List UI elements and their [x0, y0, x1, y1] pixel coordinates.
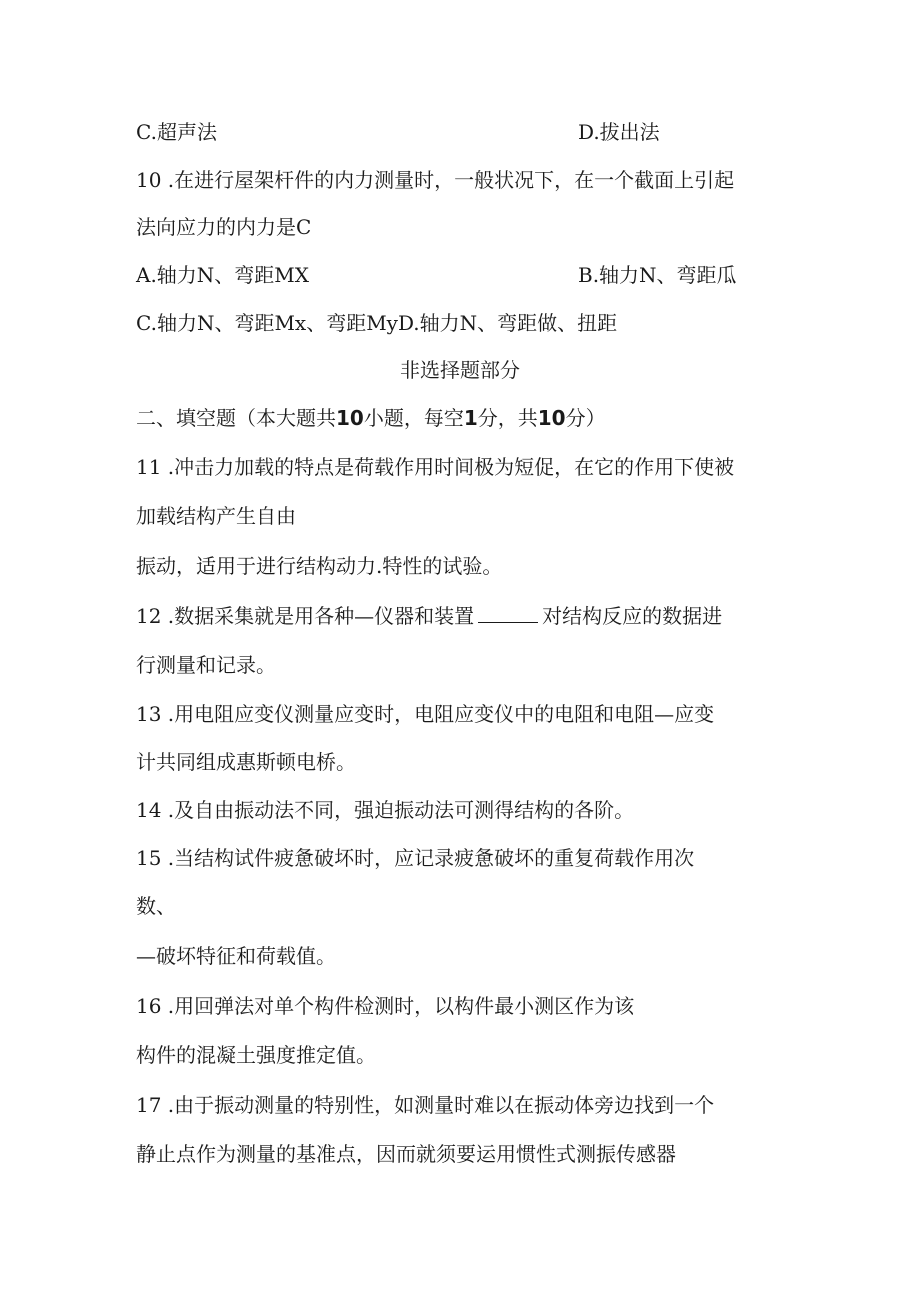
part2-header	[136, 405, 606, 431]
q15-line-1: 15 .当结构试件疲惫破坏时，应记录疲惫破坏的重复荷载作用次	[136, 846, 695, 870]
part2-points-per-blank: 1	[463, 406, 478, 430]
q12-blank	[478, 604, 538, 623]
q17-line-2: 静止点作为测量的基准点，因而就须要运用惯性式测振传感器	[136, 1142, 676, 1166]
q10-line-2: 法向应力的内力是C	[136, 215, 312, 239]
q10-option-a: A.轴力N、弯距MX	[136, 263, 310, 287]
q9-options-row	[136, 119, 660, 145]
q9-option-d: D.拔出法	[578, 120, 660, 144]
part2-header-prefix: 二、填空题（本大题共	[136, 406, 336, 430]
q15-line-2: 数、	[136, 894, 176, 918]
part2-header-mid1: 小题，每空	[363, 406, 464, 430]
q9-option-c: C.超声法	[136, 120, 217, 144]
q13-line-2: 计共同组成惠斯顿电桥。	[136, 750, 356, 774]
q12-line-1-start: 12 .数据采集就是用各种—仪器和装置	[136, 604, 475, 628]
section-title: 非选择题部分	[400, 358, 520, 382]
q11-line-2: 加载结构产生自由	[136, 504, 296, 528]
q12-line-1	[136, 603, 722, 629]
q14-line: 14 .及自由振动法不同，强迫振动法可测得结构的各阶。	[136, 798, 635, 822]
part2-total-points: 10	[537, 406, 566, 430]
part2-header-suffix: 分）	[565, 406, 606, 430]
q11-line-3: 振动，适用于进行结构动力.特性的试验。	[136, 554, 503, 578]
q15-line-3: —破坏特征和荷载值。	[136, 944, 336, 968]
q11-line-1: 11 .冲击力加载的特点是荷载作用时间极为短促，在它的作用下使被	[136, 455, 735, 479]
q16-line-2: 构件的混凝土强度推定值。	[136, 1043, 376, 1067]
q13-line-1: 13 .用电阻应变仪测量应变时，电阻应变仪中的电阻和电阻—应变	[136, 702, 715, 726]
part2-count-questions: 10	[336, 406, 364, 430]
q16-line-1: 16 .用回弹法对单个构件检测时，以构件最小测区作为该	[136, 994, 635, 1018]
q10-line-1: 10 .在进行屋架杆件的内力测量时，一般状况下，在一个截面上引起	[136, 168, 735, 192]
q17-line-1: 17 .由于振动测量的特别性，如测量时难以在振动体旁边找到一个	[136, 1093, 715, 1117]
q10-options-ab	[136, 262, 737, 288]
q10-option-b: B.轴力N、弯距瓜	[578, 263, 737, 287]
q10-options-cd: C.轴力N、弯距Mx、弯距MyD.轴力N、弯距做、扭距	[136, 311, 618, 335]
part2-header-mid2: 分，共	[477, 406, 538, 430]
q12-line-1-end: 对结构反应的数据进	[542, 604, 723, 628]
q12-line-2: 行测量和记录。	[136, 653, 276, 677]
